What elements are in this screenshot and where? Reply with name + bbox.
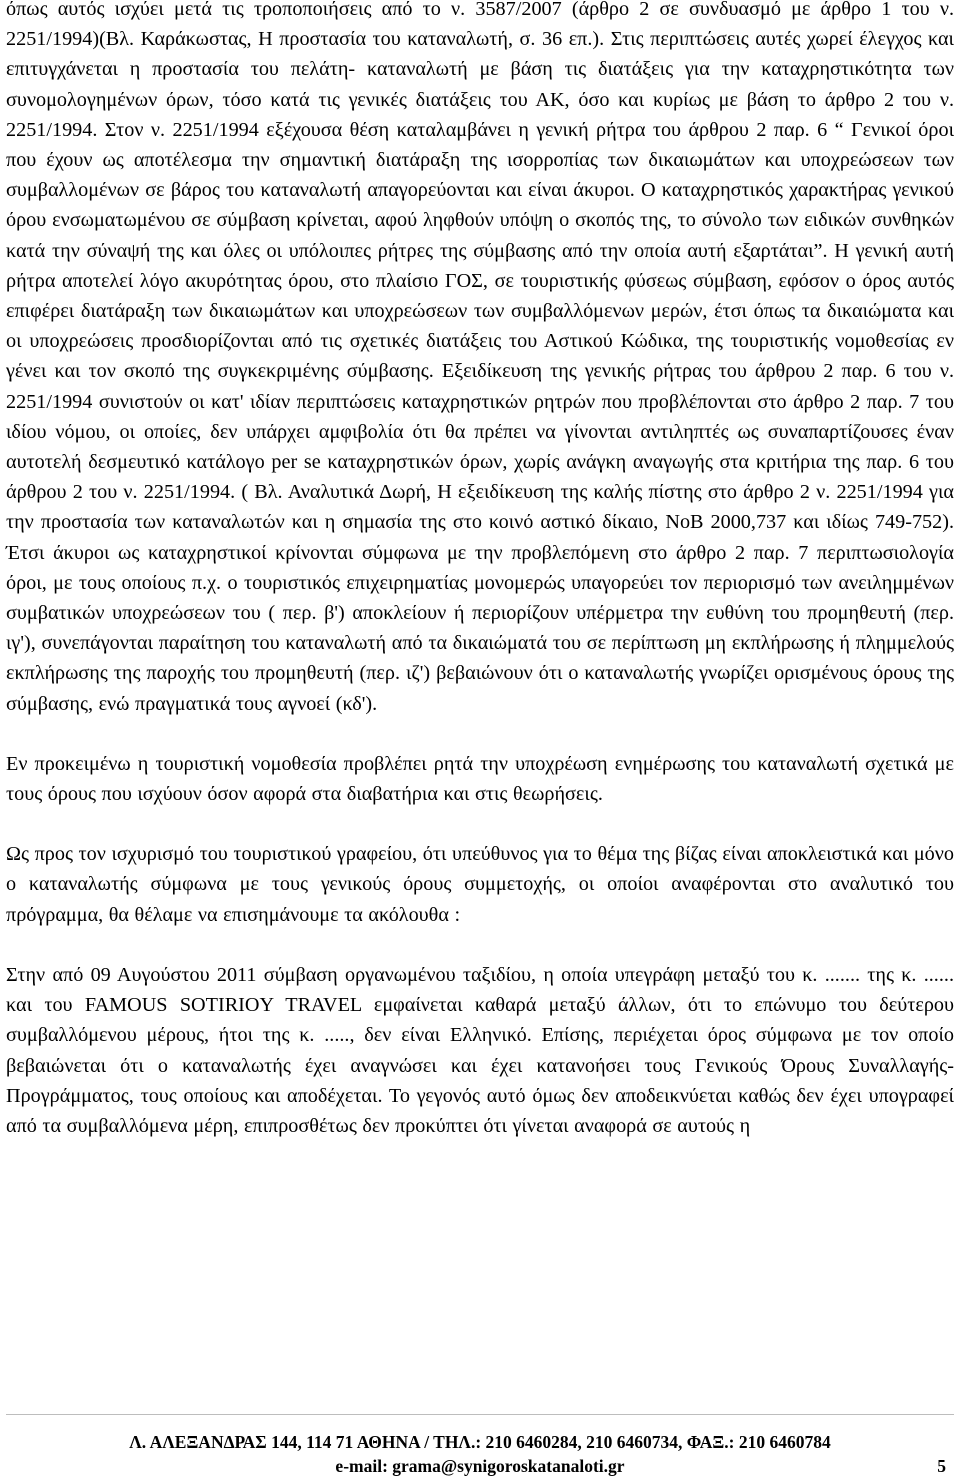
footer-email-line <box>0 1454 960 1478</box>
page-number: 5 <box>937 1456 946 1476</box>
footer-divider <box>6 1414 954 1415</box>
paragraph-legal-analysis: όπως αυτός ισχύει μετά τις τροποποιήσεις από το ν. 3587/2007 (άρθρο 2 σε συνδυασμό με άρθρο 1 του ν. 2251/1994)(Βλ. Καράκωστας, Η προστασία του καταναλωτή, σ. 36 επ.). Στις περιπτώσεις αυτές χωρεί έλεγχος και επιτυγχάνεται η προστασία του πελάτη- καταναλωτή με βάση τις διατάξεις για την καταχρηστικότητα των συνομολογημένων όρων, τόσο κατά τις γενικές διατάξεις του ΑΚ, όσο και κυρίως με βάση το άρθρο 2 του ν. 2251/1994. Στον ν. 2251/1994 εξέχουσα θέση καταλαμβάνει η γενική ρήτρα του άρθρου 2 παρ. 6 “ Γενικοί όροι που έχουν ως αποτέλεσμα την σημαντική διατάραξη της ισορροπίας των δικαιωμάτων και υποχρεώσεων των συμβαλλομένων σε βάρος του καταναλωτή απαγορεύονται και είναι άκυροι. Ο καταχρηστικός χαρακτήρας γενικού όρου ενσωματωμένου σε σύμβαση κρίνεται, αφού ληφθούν υπόψη ο σκοπός της, το σύνολο των ειδικών συνθηκών κατά την σύναψή της και όλες οι υπόλοιπες ρήτρες της σύμβασης από την οποία αυτή εξαρτάται”. Η γενική αυτή ρήτρα αποτελεί λόγο ακυρότητας όρου, στο πλαίσιο ΓΟΣ, σε τουριστικής φύσεως σύμβαση, εφόσον ο όρος αυτός επιφέρει διατάραξη των δικαιωμάτων και υποχρεώσεων των συμβαλλόμενων μερών, έτσι όπως τα δικαιώματα και οι υποχρεώσεις προσδιορίζονται από τις σχετικές διατάξεις του Αστικού Κώδικα, της τουριστικής νομοθεσίας εν γένει και τον σκοπό της συγκεκριμένης σύμβασης. Εξειδίκευση της γενικής ρήτρας του άρθρου 2 παρ. 6 του ν. 2251/1994 συνιστούν οι κατ' ιδίαν περιπτώσεις καταχρηστικών ρητρών που προβλέπονται στο άρθρο 2 παρ. 7 του ιδίου νόμου, οι οποίες, δεν υπάρχει αμφιβολία ότι θα πρέπει να γίνονται αντιληπτές ως συναπαρτίζουσες έναν αυτοτελή δεσμευτικό κατάλογο per se καταχρηστικών όρων, χωρίς ανάγκη αναγωγής στα κριτήρια της παρ. 6 του άρθρου 2 του ν. 2251/1994. ( Βλ. Αναλυτικά Δωρή, Η εξειδίκευση της καλής πίστης στο άρθρο 2 ν. 2251/1994 για την προστασία των καταναλωτών και η σημασία της στο κοινό αστικό δίκαιο, ΝοΒ 2000,737 και ιδίως 749-752). Έτσι άκυροι ως καταχρηστικοί κρίνονται σύμφωνα με την προβλεπόμενη στο άρθρο 2 παρ. 7 περιπτωσιολογία όροι, με τους οποίους π.χ. ο τουριστικός επιχειρηματίας μονομερώς υπαγορεύει τον περιορισμό των ανειλημμένων συμβατικών υποχρεώσεων του ( περ. β') αποκλείουν ή περιορίζουν υπέρμετρα την ευθύνη του προμηθευτή (περ. ιγ'), συνεπάγονται παραίτηση του καταναλωτή από τα δικαιώματά του σε περίπτωση μη εκπλήρωσης ή πλημμελούς εκπλήρωσης της παροχής του προμηθευτή (περ. ιζ') βεβαιώνουν ότι ο καταναλωτής γνωρίζει ορισμένους όρους της σύμβασης, ενώ πραγματικά τους αγνοεί (κδ'). <box>6 0 954 715</box>
document-body <box>6 0 954 1141</box>
paragraph-agency-claim: Ως προς τον ισχυρισμό του τουριστικού γραφείου, ότι υπεύθυνος για το θέμα της βίζας είναι αποκλειστικά και μόνο ο καταναλωτής σύμφωνα με τους γενικούς όρους συμμετοχής, οι οποίοι αναφέρονται στο αναλυτικό του πρόγραμμα, θα θέλαμε να επισημάνουμε τα ακόλουθα : <box>6 843 954 926</box>
paragraph-tourism-legislation: Εν προκειμένω η τουριστική νομοθεσία προβλέπει ρητά την υποχρέωση ενημέρωσης του καταναλωτή σχετικά με τους όρους που ισχύουν όσον αφορά στα διαβατήρια και στις θεωρήσεις. <box>6 752 954 806</box>
footer-address: Λ. ΑΛΕΞΑΝΔΡΑΣ 144, 114 71 ΑΘΗΝΑ / ΤΗΛ.: 210 6460284, 210 6460734, ΦΑΞ.: 210 6460784 <box>129 1432 831 1452</box>
page-footer <box>0 1430 960 1478</box>
paragraph-contract-details: Στην από 09 Αυγούστου 2011 σύμβαση οργανωμένου ταξιδίου, η οποία υπεγράφη μεταξύ του κ. ....... της κ. ...... και του FAMOUS SOTIRIOY TRAVEL εμφαίνεται καθαρά μεταξύ άλλων, ότι το επώνυμο του δεύτερου συμβαλλόμενου μέρους, ήτοι της κ. ....., δεν είναι Ελληνικό. Επίσης, περιέχεται όρος σύμφωνα με τον οποίο βεβαιώνεται ότι ο καταναλωτής έχει αναγνώσει και έχει κατανοήσει τους Γενικούς Όρους Συναλλαγής- Προγράμματος, τους οποίους και αποδέχεται. Το γεγονός αυτό όμως δεν αποδεικνύεται καθώς δεν έχει υπογραφεί από τα συμβαλλόμενα μέρη, επιπροσθέτως δεν προκύπτει ότι γίνεται αναφορά σε αυτούς η <box>6 963 954 1137</box>
footer-email: e-mail: grama@synigoroskatanaloti.gr <box>335 1456 625 1476</box>
